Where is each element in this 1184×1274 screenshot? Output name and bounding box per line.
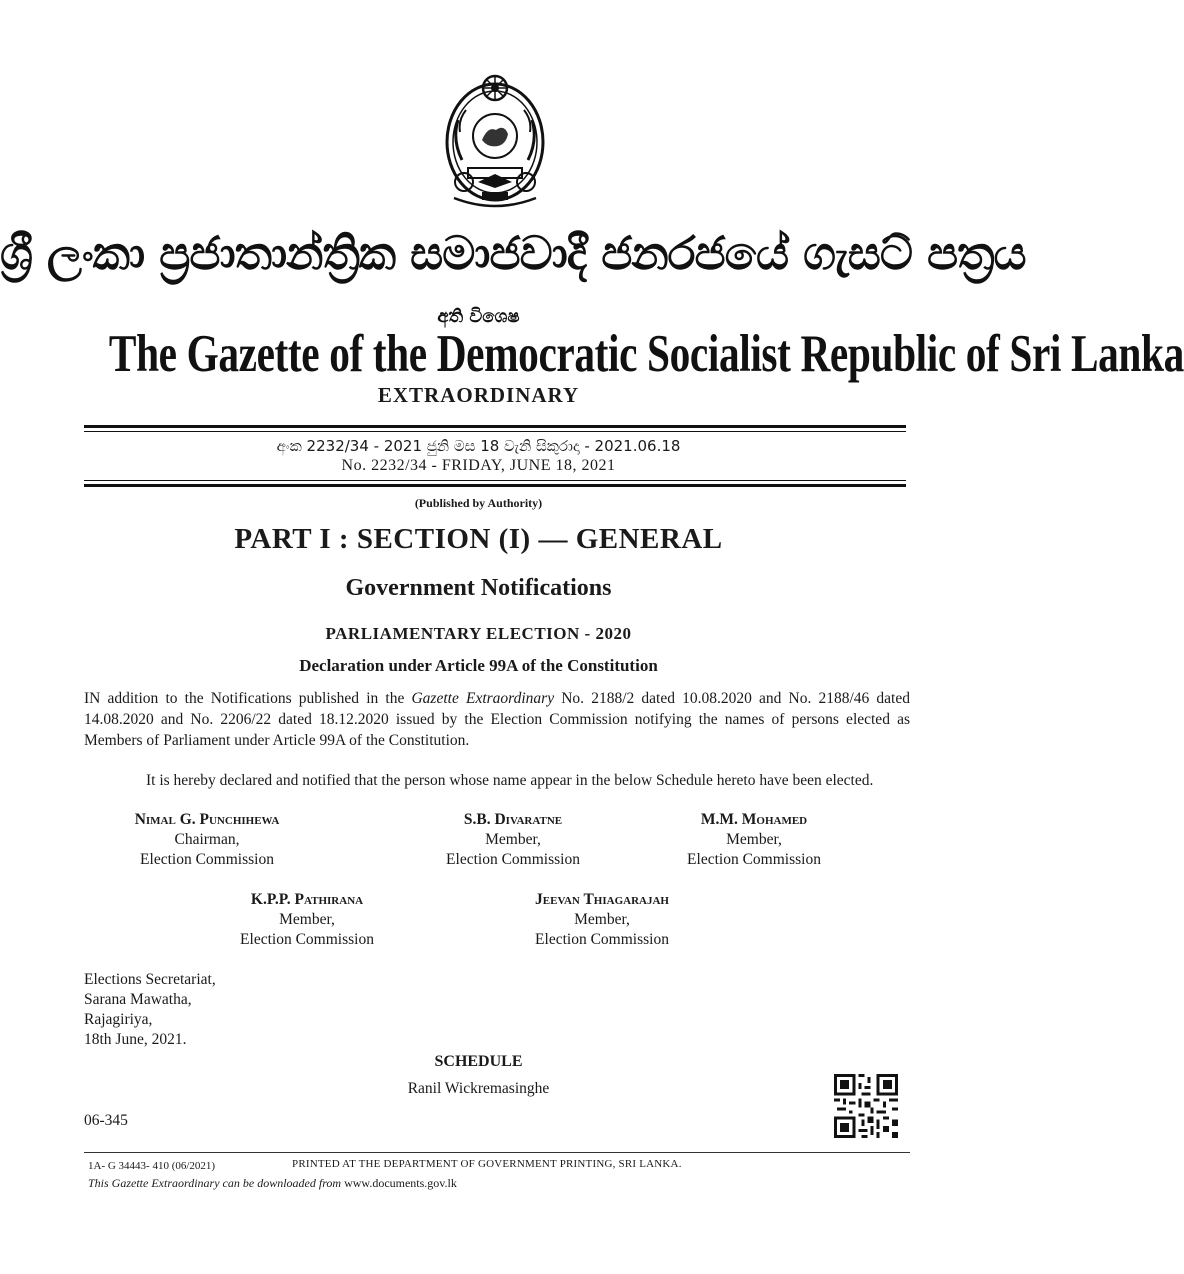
signatory-name: Jeevan Thiagarajah xyxy=(535,891,669,908)
address-line: Rajagiriya, xyxy=(84,1011,153,1028)
signatory-block xyxy=(403,810,623,870)
issue-number-english: No. 2232/34 - FRIDAY, JUNE 18, 2021 xyxy=(341,457,616,474)
schedule-heading: SCHEDULE xyxy=(434,1053,523,1070)
notice-paragraph-1 xyxy=(84,688,910,751)
part-section-heading: PART I : SECTION (I) — GENERAL xyxy=(234,523,723,555)
signatory-name: Nimal G. Punchihewa xyxy=(134,811,280,828)
footer-print-code: 1A- G 34443- 410 (06/2021) xyxy=(88,1160,216,1172)
signatory-role: Chairman, xyxy=(174,831,240,848)
reference-number: 06-345 xyxy=(84,1112,128,1129)
signatory-name: M.M. Mohamed xyxy=(700,811,808,828)
signatory-block xyxy=(197,890,417,950)
issue-number-sinhala: අංක 2232/34 - 2021 ජුනි මස 18 වැනි සිකුරාදා - 2021.06.18 xyxy=(276,437,681,455)
header-rule-top-thin xyxy=(84,431,906,432)
footer-rule xyxy=(84,1152,910,1153)
header-rule-bottom xyxy=(84,484,906,487)
secretariat-address xyxy=(84,970,216,1050)
download-url[interactable]: www.documents.gov.lk xyxy=(344,1176,457,1190)
signatory-block xyxy=(492,890,712,950)
english-gazette-title: The Gazette of the Democratic Socialist Republic of Sri Lanka xyxy=(108,325,1184,383)
schedule-elected-name: Ranil Wickremasinghe xyxy=(407,1080,550,1097)
footer-download-note xyxy=(88,1176,457,1191)
notice-paragraph-2: It is hereby declared and notified that the person whose name appear in the below Schedule hereto have been elected. xyxy=(146,772,874,789)
notice-subtitle: Declaration under Article 99A of the Constitution xyxy=(299,656,658,675)
signatory-name: S.B. Divaratne xyxy=(463,811,563,828)
para1-gazette-italic: Gazette Extraordinary xyxy=(411,690,555,707)
signatory-org: Election Commission xyxy=(446,851,580,868)
published-by-authority: (Published by Authority) xyxy=(414,496,543,510)
sinhala-extraordinary-label: අති විශෙෂ xyxy=(437,306,520,327)
signatory-org: Election Commission xyxy=(140,851,274,868)
address-line: Elections Secretariat, xyxy=(84,971,216,988)
download-text: This Gazette Extraordinary can be downloaded from xyxy=(88,1176,345,1190)
header-rule-top xyxy=(84,425,906,428)
notice-title: PARLIAMENTARY ELECTION - 2020 xyxy=(325,624,632,643)
para1-text-b: No. 2188/2 dated 10.08.2020 and No. 2188/46 dated 14.08.2020 and No. 2206/22 dated 18.12.2020 issued by the Election Commission notifying the names of persons elected as Members of Parliament under Article 99A of the Constitution. xyxy=(84,690,910,749)
national-emblem-icon xyxy=(438,70,552,212)
signatory-role: Member, xyxy=(279,911,335,928)
signatory-role: Member, xyxy=(574,911,630,928)
footer-printer-note: PRINTED AT THE DEPARTMENT OF GOVERNMENT PRINTING, SRI LANKA. xyxy=(292,1158,682,1170)
address-date: 18th June, 2021. xyxy=(84,1031,187,1048)
address-line: Sarana Mawatha, xyxy=(84,991,192,1008)
signatory-org: Election Commission xyxy=(535,931,669,948)
signatory-block xyxy=(644,810,864,870)
signatory-org: Election Commission xyxy=(240,931,374,948)
category-heading: Government Notifications xyxy=(345,575,612,601)
header-rule-bottom-thin xyxy=(84,480,906,481)
para1-text-a: IN addition to the Notifications published in the xyxy=(84,690,412,707)
signatory-org: Election Commission xyxy=(687,851,821,868)
sinhala-gazette-title: ශ්‍රී ලංකා ප්‍රජාතාන්ත්‍රික සමාජවාදී ජනරජයේ ගැසට් පත්‍රය xyxy=(0,226,1026,280)
signatory-role: Member, xyxy=(485,831,541,848)
signatory-role: Member, xyxy=(726,831,782,848)
extraordinary-label: EXTRAORDINARY xyxy=(377,383,580,407)
qr-code-icon xyxy=(834,1074,898,1138)
signatory-block xyxy=(97,810,317,870)
signatory-name: K.P.P. Pathirana xyxy=(250,891,364,908)
